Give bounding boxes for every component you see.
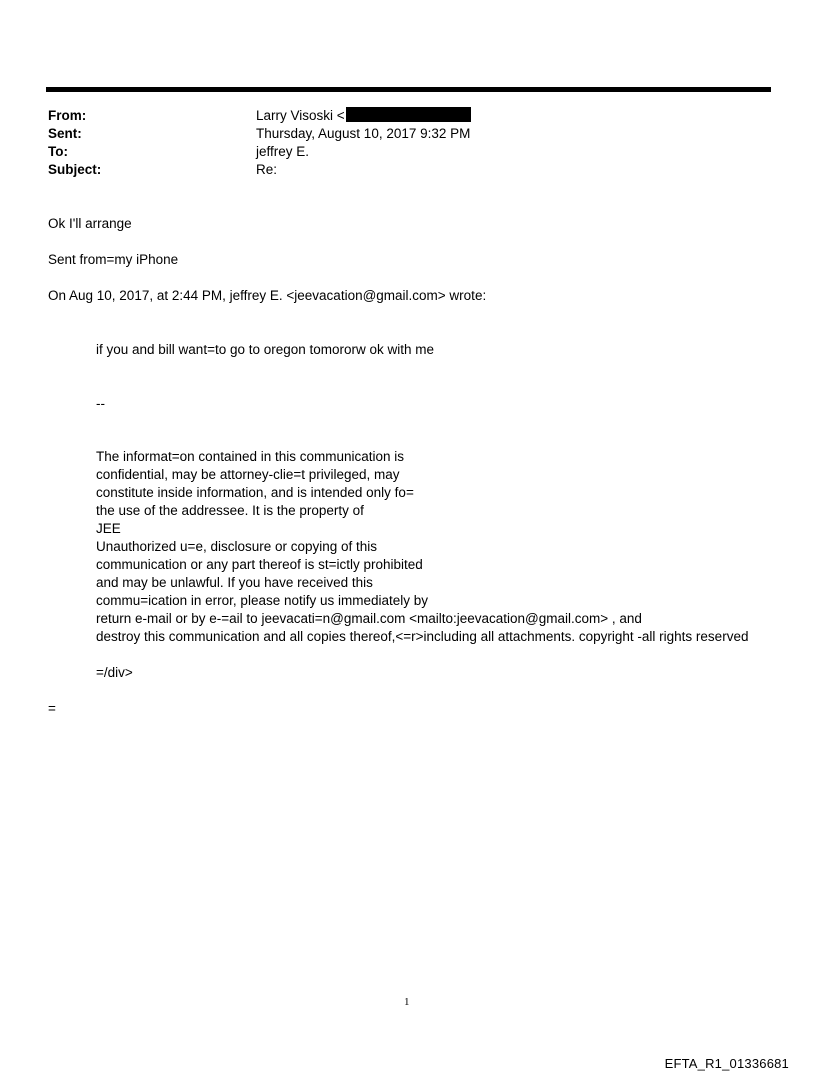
from-label: From: [48,108,87,123]
disclaimer-line: constitute inside information, and is intended only fo= [96,485,414,500]
disclaimer-line: return e-mail or by e-=ail to jeevacati=n@gmail.com <mailto:jeevacation@gmail.com> , and [96,611,642,626]
header-rule [46,87,771,92]
disclaimer-line: commu=ication in error, please notify us immediately by [96,593,429,608]
document-id: EFTA_R1_01336681 [664,1056,789,1071]
signature-text: Sent from=my iPhone [48,252,179,267]
disclaimer-line: JEE [96,521,121,536]
reply-text: Ok I'll arrange [48,216,132,231]
to-label: To: [48,144,68,159]
quote-intro: On Aug 10, 2017, at 2:44 PM, jeffrey E. <jeevacation@gmail.com> wrote: [48,288,487,303]
disclaimer-line: Unauthorized u=e, disclosure or copying of this [96,539,378,554]
trailing-equals: = [48,701,56,716]
sent-value: Thursday, August 10, 2017 9:32 PM [256,126,471,141]
from-value [256,107,471,125]
div-close-text: =/div> [96,665,133,680]
to-value: jeffrey E. [256,144,310,159]
disclaimer-line: destroy this communication and all copies thereof,<=r>including all attachments. copyright -all rights reserved [96,629,749,644]
subject-label: Subject: [48,162,102,177]
redaction-box [346,107,471,122]
signature-separator: -- [96,396,105,411]
page-number: 1 [404,996,410,1008]
quoted-message: if you and bill want=to go to oregon tomororw ok with me [96,342,435,357]
disclaimer-line: the use of the addressee. It is the property of [96,503,364,518]
disclaimer-line: communication or any part thereof is st=ictly prohibited [96,557,423,572]
from-name: Larry Visoski < [256,108,345,123]
disclaimer-line: The informat=on contained in this communication is [96,449,405,464]
subject-value: Re: [256,162,278,177]
disclaimer-line: confidential, may be attorney-clie=t privileged, may [96,467,400,482]
sent-label: Sent: [48,126,82,141]
disclaimer-line: and may be unlawful. If you have received this [96,575,373,590]
